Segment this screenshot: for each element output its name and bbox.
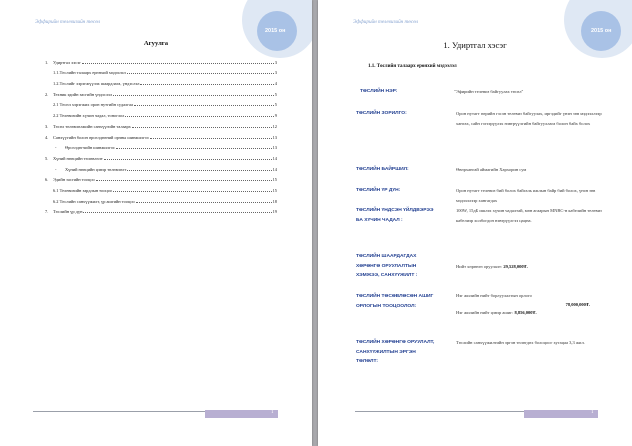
project-name-value: "Эфирийн телевиз байгуулах төсөл" xyxy=(454,89,524,94)
revenue-amount: 78,000,000₮. xyxy=(565,301,590,307)
toc-entry-page: 4 xyxy=(274,81,277,87)
toc-entry-text: Эдийн засгийн тооцоо xyxy=(53,177,95,183)
payback-value: Төслийн санхүүжилтийн эргэн төлөгдөх болоцоог хугацаа 3,3 жил. xyxy=(456,340,585,345)
investment-amount: 29,528,000₮. xyxy=(503,264,528,269)
toc-entry-number: 1. xyxy=(45,59,49,65)
toc-entry[interactable] xyxy=(45,193,277,204)
toc-entry-page: 3 xyxy=(274,70,277,76)
toc-leader-dots xyxy=(136,201,272,203)
toc-entry-text: 2.2 Телевизийн хүчин чадал, тоноглол xyxy=(53,113,125,119)
toc-entry[interactable] xyxy=(45,97,277,108)
toc-leader-dots xyxy=(82,62,274,64)
toc-entry-text: Хүний нөөцийн цэвэр төлөвлөлт xyxy=(65,166,127,172)
toc-entry[interactable] xyxy=(45,129,277,140)
toc-leader-dots xyxy=(150,137,272,139)
toc-leader-dots xyxy=(113,190,271,192)
toc-entry-text: 1.2.Төслийг хэрэгжүүлэх шаардлага, үндэслэл xyxy=(53,81,140,87)
subsection-heading: 1.1. Төслийн талаарх ерөнхий мэдээлэл xyxy=(368,64,457,69)
toc-list xyxy=(45,54,277,214)
toc-leader-dots xyxy=(134,104,274,106)
toc-entry-text: Санхүүгийн болон өрсөлдөөний орчны шинжилгээ xyxy=(53,134,149,140)
footer-bar xyxy=(524,410,598,418)
year-badge: 2015 он xyxy=(265,28,286,34)
net-profit-prefix: Нэг жилийн нийт цэвэр ашиг: xyxy=(456,310,514,315)
toc-entry-page: 5 xyxy=(274,102,277,108)
toc-entry[interactable] xyxy=(45,161,277,172)
toc-entry[interactable] xyxy=(45,107,277,118)
year-badge: 2015 он xyxy=(591,28,612,34)
toc-entry-text: Техник эдийн засгийн үндэслэл xyxy=(53,91,113,97)
toc-entry-page: 5 xyxy=(274,91,277,97)
toc-entry-text: 6.1 Телевизийн зардлын тооцоо xyxy=(53,187,113,193)
toc-leader-dots xyxy=(132,126,272,128)
project-capacity-value: 100W, 15дБ ишлэх хүчин чадалтай, мөн агаарын МNBC-н кабелийн телевиз кабелиэр холбогдон нэвтрүүлгээ цацна. xyxy=(456,208,602,223)
toc-entry-text: Удиртгал хэсэг xyxy=(53,59,81,65)
toc-entry-number: - xyxy=(55,166,57,172)
revenue-text: Нэг жилийн нийт борлуулалтын орлого xyxy=(456,293,532,298)
toc-entry-text: Төслийн үр дүн xyxy=(53,209,83,215)
toc-leader-dots xyxy=(83,211,271,213)
project-result-value: Орон нутагт телевиз бий болох байгаль ижлын байр бий болох, үнэн зөв мэдээллээр хангагдах xyxy=(456,188,596,203)
investment-label: ТӨСЛИЙН ШААРДАГДАХ ХӨРӨНГӨ ОРУУЛАЛТЫН ХЭМЖЭЭ, САНХҮҮЖИЛТ : xyxy=(356,254,418,279)
project-goal-value: Орон нутагт өөрийн гэсэн телевиз байгуулах, иргэдийг үнэн зөв мэдээллээр хангах, сайн гэгээрүүлэх нэвтрүүлгийн байгууллага болон байх болох xyxy=(456,111,602,126)
toc-entry-page: 18 xyxy=(272,198,277,204)
toc-leader-dots xyxy=(127,72,274,74)
project-location-value: Өвөрхангай аймагийн Хархорин сум xyxy=(456,167,527,172)
toc-entry[interactable] xyxy=(45,150,277,161)
project-name-label: ТӨСЛИЙН НЭР: xyxy=(360,89,398,94)
toc-leader-dots xyxy=(113,94,274,96)
toc-entry[interactable] xyxy=(45,118,277,129)
project-capacity-label: ТӨСЛИЙН ҮНДСЭН ҮЙЛДВЭРЭЭ БА ХҮЧИН ЧАДАЛ : xyxy=(356,208,434,223)
toc-entry-page: 3 xyxy=(274,59,277,65)
toc-entry-text: Өрсөлдөгчийн шинжилгээ xyxy=(65,145,115,151)
profit-value xyxy=(456,292,608,318)
toc-entry-page: 19 xyxy=(272,209,277,215)
toc-leader-dots xyxy=(127,169,271,171)
toc-entry-page: 14 xyxy=(272,155,277,161)
toc-entry-number: - xyxy=(55,145,57,151)
investment-prefix: Нийт хөрөнгө оруулалт: xyxy=(456,264,503,269)
toc-entry-text: Хүний нөөцийн төлөвлөлт xyxy=(53,155,103,161)
running-header: Эффирийн телевизийн төсөл xyxy=(353,19,419,25)
project-location-label: ТӨСЛИЙН БАЙРШИЛ: xyxy=(356,167,409,172)
toc-entry-text: 1.1.Төслийн талаарх ерөнхий мэдээлэл xyxy=(53,70,126,76)
project-goal-label: ТӨСЛИЙН ЗОРИЛГО: xyxy=(356,111,407,116)
toc-entry-text: 2.1 Төсөл хэрэгжих орон нутгийн судалгаа xyxy=(53,102,133,108)
toc-entry[interactable] xyxy=(45,204,277,215)
toc-entry-text: Төсөл төлөвлөлжийн санхүүгийн талаарх xyxy=(53,123,131,129)
profit-label: ТӨСЛИЙН ТӨСӨВЛӨСӨН АШИГ ОРЛОГЫН ТООЦООЛОЛ: xyxy=(356,294,434,309)
toc-entry[interactable] xyxy=(45,54,277,65)
toc-leader-dots xyxy=(140,83,273,85)
page-table-of-contents xyxy=(0,0,312,446)
toc-entry-page: 13 xyxy=(272,134,277,140)
toc-entry-number: 7. xyxy=(45,209,49,215)
toc-entry-text: 6.2 Төслийн санхүүжилт, үр ашгийн тооцоо xyxy=(53,198,135,204)
net-profit-amount: 8,856,000₮. xyxy=(514,310,537,315)
toc-leader-dots xyxy=(116,147,272,149)
toc-leader-dots xyxy=(104,158,272,160)
section-heading: 1. Удиртгал хэсэг xyxy=(443,40,507,50)
toc-entry-page: 15 xyxy=(272,187,277,193)
toc-entry-number: 2. xyxy=(45,91,49,97)
investment-value xyxy=(456,262,608,272)
toc-entry-number: 4. xyxy=(45,134,49,140)
toc-entry-number: 3. xyxy=(45,123,49,129)
toc-entry[interactable] xyxy=(45,75,277,86)
page-number: 1 xyxy=(591,410,594,415)
toc-entry-page: 9 xyxy=(274,113,277,119)
toc-entry-page: 12 xyxy=(272,123,277,129)
toc-leader-dots xyxy=(96,179,272,181)
page-number: 1 xyxy=(271,410,274,415)
toc-entry-number: 6. xyxy=(45,177,49,183)
toc-entry[interactable] xyxy=(45,182,277,193)
running-header: Эффирийн телевизийн төсөл xyxy=(35,19,101,25)
toc-title: Агуулга xyxy=(143,40,169,47)
toc-entry[interactable] xyxy=(45,86,277,97)
payback-label: ТӨСЛИЙН ХӨРӨНГӨ ОРУУЛАЛТ, САНХҮҮЖИЛТЫН ЭРГЭН ТӨЛӨЛТ: xyxy=(356,340,435,365)
toc-entry-number: 5. xyxy=(45,155,49,161)
footer-bar xyxy=(205,410,278,418)
toc-entry-page: 14 xyxy=(272,166,277,172)
toc-entry[interactable] xyxy=(45,172,277,183)
toc-entry[interactable] xyxy=(45,140,277,151)
toc-leader-dots xyxy=(125,115,273,117)
toc-entry-page: 13 xyxy=(272,145,277,151)
project-result-label: ТӨСЛИЙН ҮР ДҮН: xyxy=(356,188,401,193)
page-introduction xyxy=(318,0,632,446)
toc-entry-page: 15 xyxy=(272,177,277,183)
toc-entry[interactable] xyxy=(45,65,277,76)
